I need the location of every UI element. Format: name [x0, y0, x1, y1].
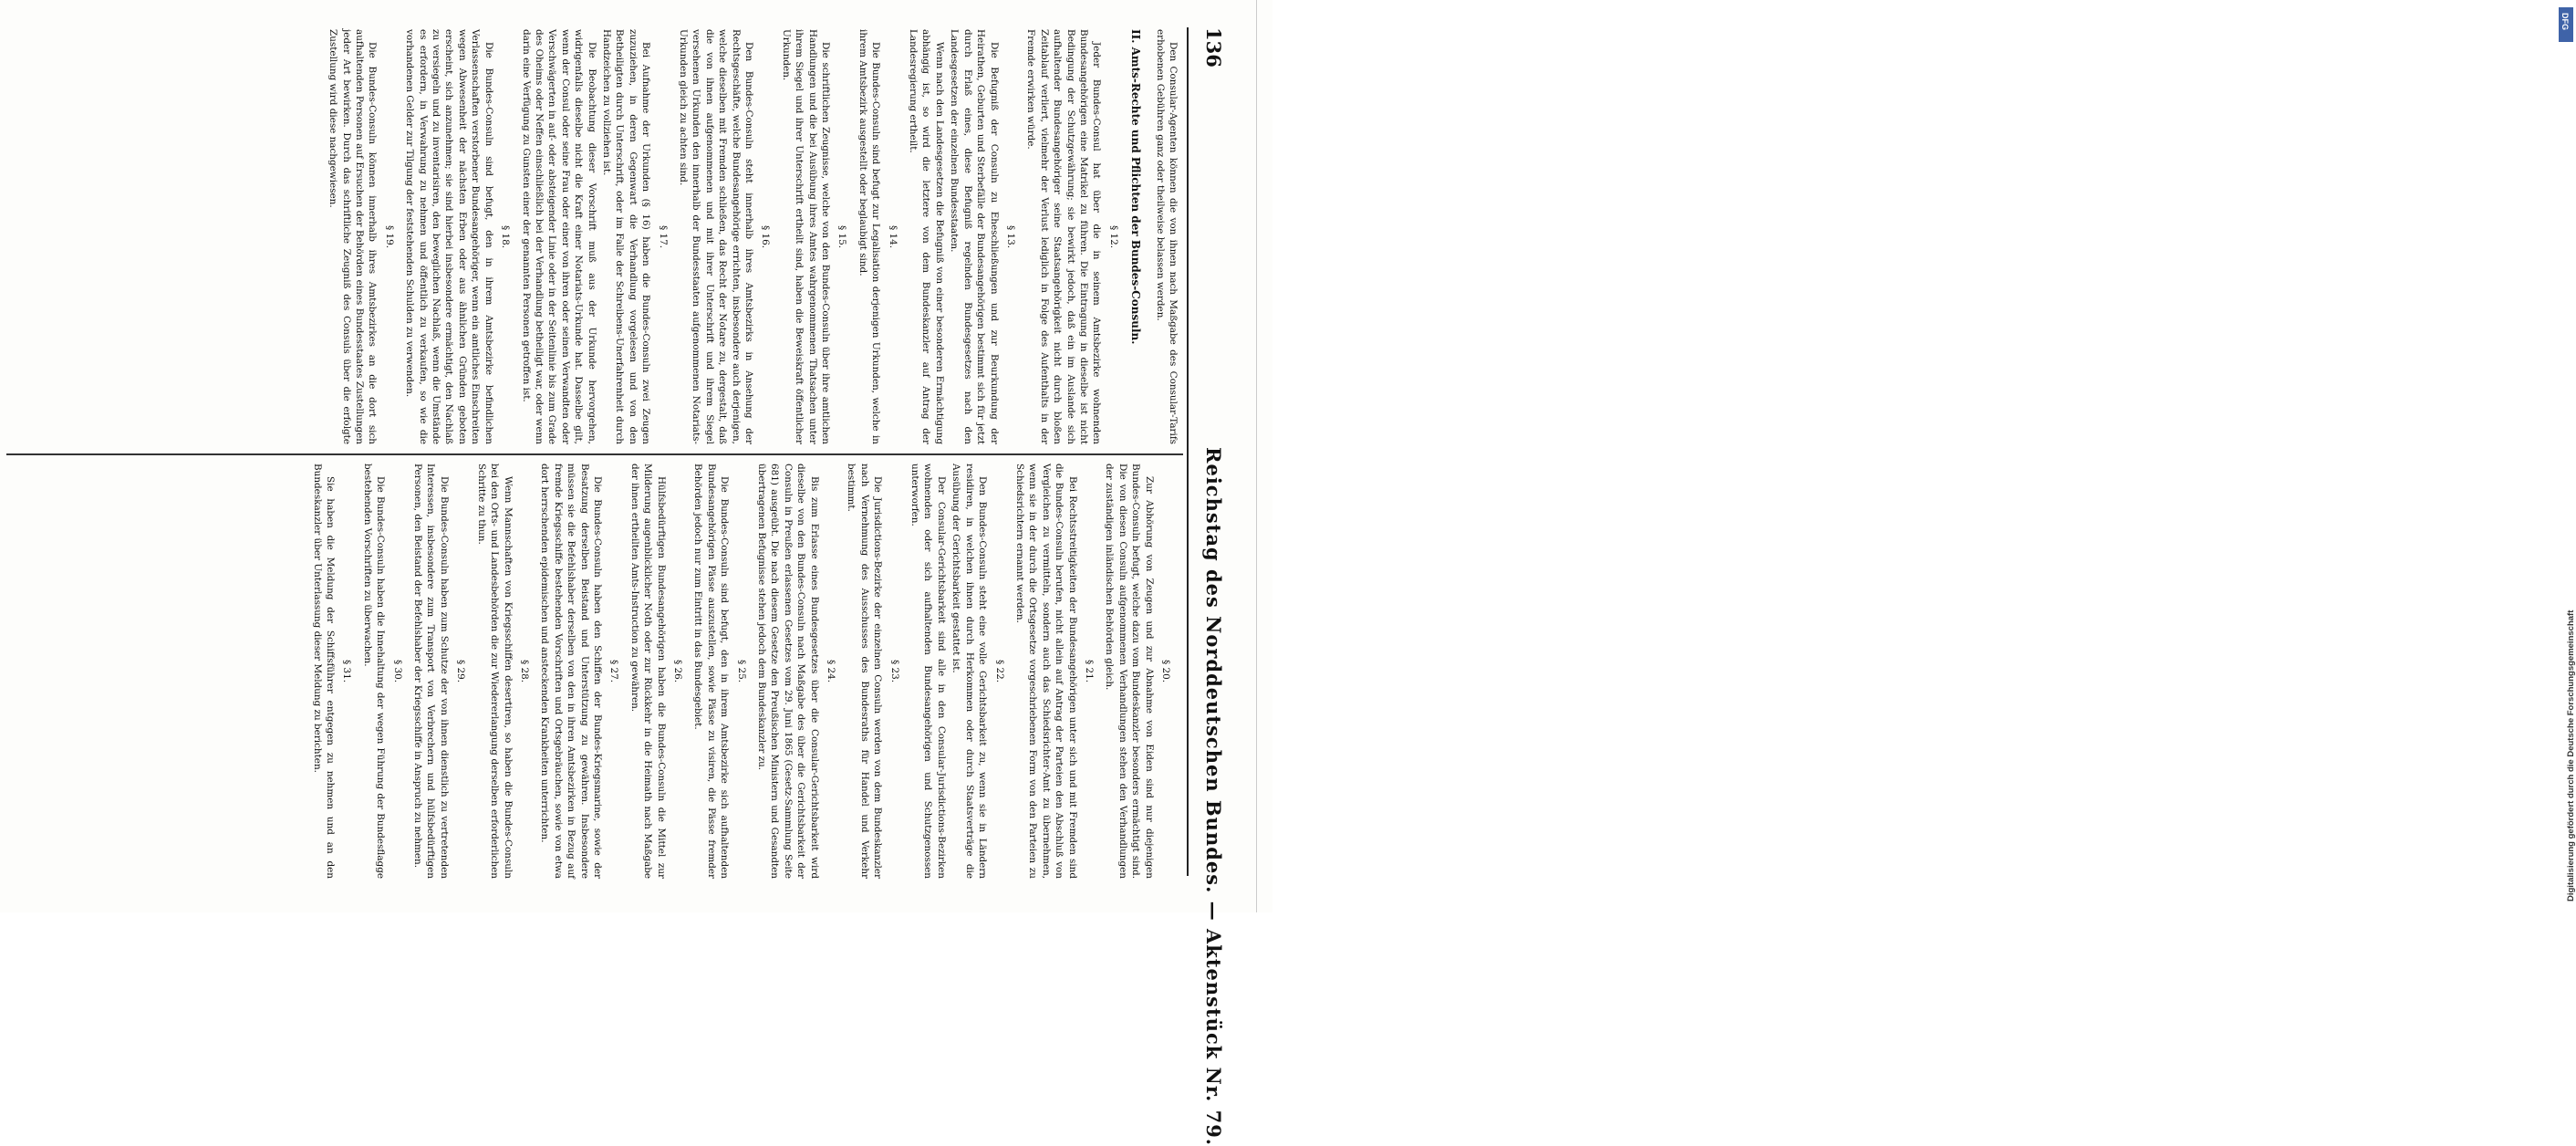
paragraph: Die Bundes-Consuln können innerhalb ihres Amtsbezirkes an die dort sich aufhaltenden Personen auf Ersuchen der Behörden eines Bundesstaates Zustellungen jeder Art bewirken. Durch das schriftliche Zeugniß des Consuls über die erfolgte Zustellung wird diese nachgewiesen. — [327, 29, 379, 444]
section-heading: II. Amts-Rechte und Pflichten der Bundes-Consuln. — [1129, 29, 1143, 345]
paragraph: Die Beobachtung dieser Vorschrift muß aus der Urkunde hervorgehen, widrigenfalls dieselbe nicht die Kraft einer Notariats-Urkunde hat. Dasselbe gilt, wenn der Consul oder seine Frau oder einer von ihren oder seinen Verwandten oder Verschwägerten in auf- oder absteigender Linie oder in der Seitenlinie bis zum Grade des Oheims oder Neffen einschließlich bei der Verhandlung betheiligt war, oder wenn darin eine Verfügung zu Gunsten einer der genannten Personen getroffen ist. — [520, 29, 597, 444]
paragraph: Zur Abhörung von Zeugen und zur Abnahme von Eiden sind nur diejenigen Bundes-Consuln befugt, welche dazu vom Bundeskanzler besonders ermächtigt sind. Die von diesen Consuln aufgenommenen Verhandlungen stehen den Verhandlungen der zuständigen inländischen Behörden gleich. — [1104, 464, 1155, 879]
section-number: § 17. — [657, 224, 669, 249]
paragraph: Die Bundes-Consuln sind befugt, den in ihrem Amtsbezirke befindlichen Verlassenschaften verstorbener Bundesangehöriger, wenn ein amtliches Einschreiten wegen Abwesenheit der nächsten Erben oder aus ähnlichen Gründen geboten erscheint, sich anzunehmen; sie sind hierbei insbesondere ermächtigt, den Nachlaß zu versiegeln und zu inventarisiren, den beweglichen Nachlaß, wenn die Umstände es erfordern, in Verwahrung zu nehmen und öffentlich zu verkaufen, so wie die vorhandenen Gelder zur Tilgung der feststehenden Schulden zu verwenden. — [404, 29, 494, 444]
section-number: § 31. — [341, 659, 353, 683]
section-number: § 19. — [383, 224, 395, 249]
section-number: § 15. — [836, 224, 848, 249]
paragraph: Wenn Mannschaften von Kriegsschiffen desertiren, so haben die Bundes-Consuln bei den Orts- und Landesbehörden die zur Wiedererlangung derselben erforderlichen Schritte zu thun. — [475, 464, 514, 879]
paragraph: Den Bundes-Consuln steht innerhalb ihres Amtsbezirks in Ansehung der Rechtsgeschäfte, welche Bundesangehörige errichten, insbesondere auch derjenigen, welche dieselben mit Fremden schließen, das Recht der Notare zu, dergestalt, daß die von ihnen aufgenommenen und mit ihrer Unterschrift und ihrem Siegel versehenen Urkunden den innerhalb der Bundesstaaten aufgenommenen Notariats-Urkunden gleich zu achten sind. — [678, 29, 755, 444]
running-header — [1194, 27, 1225, 1146]
paragraph: Der Consular-Gerichtsbarkeit sind alle in den Consular-Jurisdictions-Bezirken wohnenden oder sich aufhaltenden Bundesangehörigen und Schutzgenossen unterworfen. — [909, 464, 947, 879]
section-number: § 12. — [1107, 224, 1119, 249]
paragraph: Wenn nach den Landesgesetzen die Befugniß von einer besonderen Ermächtigung abhängig ist, so wird die letztere von dem Bundeskanzler auf Antrag der Landesregierung ertheilt. — [908, 29, 945, 444]
section-number: § 25. — [735, 659, 747, 683]
right-column — [308, 464, 1179, 879]
paragraph: Die Bundes-Consuln sind befugt, den in ihrem Amtsbezirke sich aufhaltenden Bundesangehörigen Pässe auszustellen, sowie Pässe zu visiren, die Pässe fremder Behörden jedoch nur zum Eintritt in das Bundesgebiet. — [692, 464, 731, 879]
scan-edge — [1256, 0, 1257, 912]
paragraph: Bei Rechtsstreitigkeiten der Bundesangehörigen unter sich und mit Fremden sind die Bundes-Consuln berufen, nicht allein auf Antrag der Parteien den Abschluß von Vergleichen zu vermitteln, sondern auch das Schiedsrichter-Amt zu übernehmen, wenn sie in der durch die Ortsgesetze vorgeschriebenen Form von den Parteien zu Schiedsrichtern ernannt werden. — [1013, 464, 1078, 879]
paragraph: Hülfsbedürftigen Bundesangehörigen haben die Bundes-Consuln die Mittel zur Milderung augenblicklicher Noth oder zur Rückkehr in die Heimath nach Maßgabe der ihnen ertheilten Amts-Instruction zu gewähren. — [628, 464, 667, 879]
digitization-sidebar — [1272, 0, 2576, 912]
section-number: § 26. — [672, 659, 683, 683]
paragraph: Bis zum Erlasse eines Bundesgesetzes über die Consular-Gerichtsbarkeit wird dieselbe von den Bundes-Consuln nach Maßgabe des über die Gerichtsbarkeit der Consuln in Preußen erlassenen Gesetzes vom 29. Juni 1865 (Gesetz-Sammlung Seite 681) ausgeübt. Die nach diesem Gesetze den Preußischen Ministern und Gesandten übertragenen Befugnisse stehen jedoch dem Bundeskanzler zu. — [756, 464, 820, 879]
digitization-credit: Digitalisierung gefördert durch die Deutsche Forschungsgemeinschaft — [2566, 609, 2576, 901]
dfg-logo: DFG — [2559, 7, 2573, 42]
left-column — [325, 29, 1179, 444]
section-number: § 27. — [608, 659, 620, 683]
section-number: § 16. — [760, 224, 772, 249]
paragraph: Die Bundes-Consuln haben die Innehaltung der wegen Führung der Bundesflagge bestehenden Vorschriften zu überwachen. — [361, 464, 387, 879]
paragraph: Die Befugniß der Consuln zu Eheschließungen und zur Beurkundung der Heirathen, Geburten und Sterbefälle der Bundesangehörigen bestimmt sich für jetzt durch Erlaß eines, diese Befugniß regelnden Bundesgesetzes nach den Landesgesetzen der einzelnen Bundesstaaten. — [949, 29, 1000, 444]
paragraph: Bei Aufnahme der Urkunden (§ 16) haben die Bundes-Consuln zwei Zeugen zuzuziehen, in deren Gegenwart die Verhandlung vorgelesen und von den Betheiligten durch Unterschrift, oder im Falle der Schreibens-Unerfahrenheit durch Handzeichen zu vollziehen ist. — [600, 29, 652, 444]
section-number: § 23. — [888, 659, 900, 683]
paragraph: Die Bundes-Consuln haben zum Schutze der von ihnen dienstlich zu vertretenden Interessen, insbesondere zum Transport von Verbrechern und hülfsbedürftigen Personen, den Beistand der Befehlshaber der Kriegsschiffe in Anspruch zu nehmen. — [412, 464, 450, 879]
section-number: § 29. — [455, 659, 467, 683]
rotated-page-content — [0, 0, 1254, 1146]
section-number: § 22. — [993, 659, 1005, 683]
page-number: 136 — [1202, 27, 1225, 68]
header-rule — [1187, 27, 1189, 876]
section-number: § 18. — [500, 224, 512, 249]
section-number: § 20. — [1160, 659, 1171, 683]
paragraph: Die schriftlichen Zeugnisse, welche von den Bundes-Consuln über ihre amtlichen Handlungen und die bei Ausübung ihres Amtes wahrgenommenen Thatsachen unter ihrem Siegel und ihrer Unterschrift ertheilt sind, haben die Beweiskraft öffentlicher Urkunden. — [780, 29, 832, 444]
running-title: Reichstag des Norddeutschen Bundes. — Aktenstück Nr. 79. — [1202, 447, 1225, 1146]
paragraph: Jeder Bundes-Consul hat über die in seinem Amtsbezirke wohnenden Bundesangehörigen eine Matrikel zu führen. Die Eintragung in dieselbe ist nicht Bedingung der Schutzgewährung; sie bewirkt jedoch, daß ein im Auslande sich aufhaltender Bundesangehöriger seine Staatsangehörigkeit nicht durch bloßen Zeitablauf verliert, vielmehr der Verlust lediglich in Folge des Aufenthalts in der Fremde erwirken würde. — [1025, 29, 1103, 444]
section-number: § 13. — [1004, 224, 1016, 249]
column-divider — [6, 453, 1183, 455]
paragraph: Den Bundes-Consuln steht eine volle Gerichtsbarkeit zu, wenn sie in Ländern residiren, in welchen ihnen durch Herkommen oder durch Staatsverträge die Ausübung der Gerichtsbarkeit gestattet ist. — [950, 464, 989, 879]
paragraph: Die Bundes-Consuln sind befugt zur Legalisation derjenigen Urkunden, welche in ihrem Amtsbezirk ausgestellt oder beglaubigt sind. — [857, 29, 882, 444]
section-number: § 14. — [887, 224, 898, 249]
paragraph: Sie haben die Meldung der Schiffsführer entgegen zu nehmen und an den Bundeskanzler über Unterlassung dieser Meldung zu berichten. — [311, 464, 337, 879]
paragraph: Die Bundes-Consuln haben den Schiffen der Bundes-Kriegsmarine, sowie der Besatzung derselben Beistand und Unterstützung zu gewähren. Insbesondere müssen sie die Befehlshaber derselben von den in ihren Amtsbezirken in Bezug auf fremde Kriegsschiffe bestehenden Vorschriften und Ortsgebräuchen, sowie von etwa dort herrschenden epidemischen und ansteckenden Krankheiten unterrichten. — [539, 464, 603, 879]
paragraph: Den Consular-Agenten können die von ihnen nach Maßgabe des Consular-Tarifs erhobenen Gebühren ganz oder theilweise belassen werden. — [1154, 29, 1179, 444]
section-number: § 28. — [518, 659, 530, 683]
section-number: § 21. — [1083, 659, 1095, 683]
section-number: § 30. — [391, 659, 403, 683]
section-number: § 24. — [826, 659, 837, 683]
paragraph: Die Jurisdictions-Bezirke der einzelnen Consuln werden von dem Bundeskanzler nach Vernehmung des Ausschusses des Bundesraths für Handel und Verkehr bestimmt. — [846, 464, 884, 879]
